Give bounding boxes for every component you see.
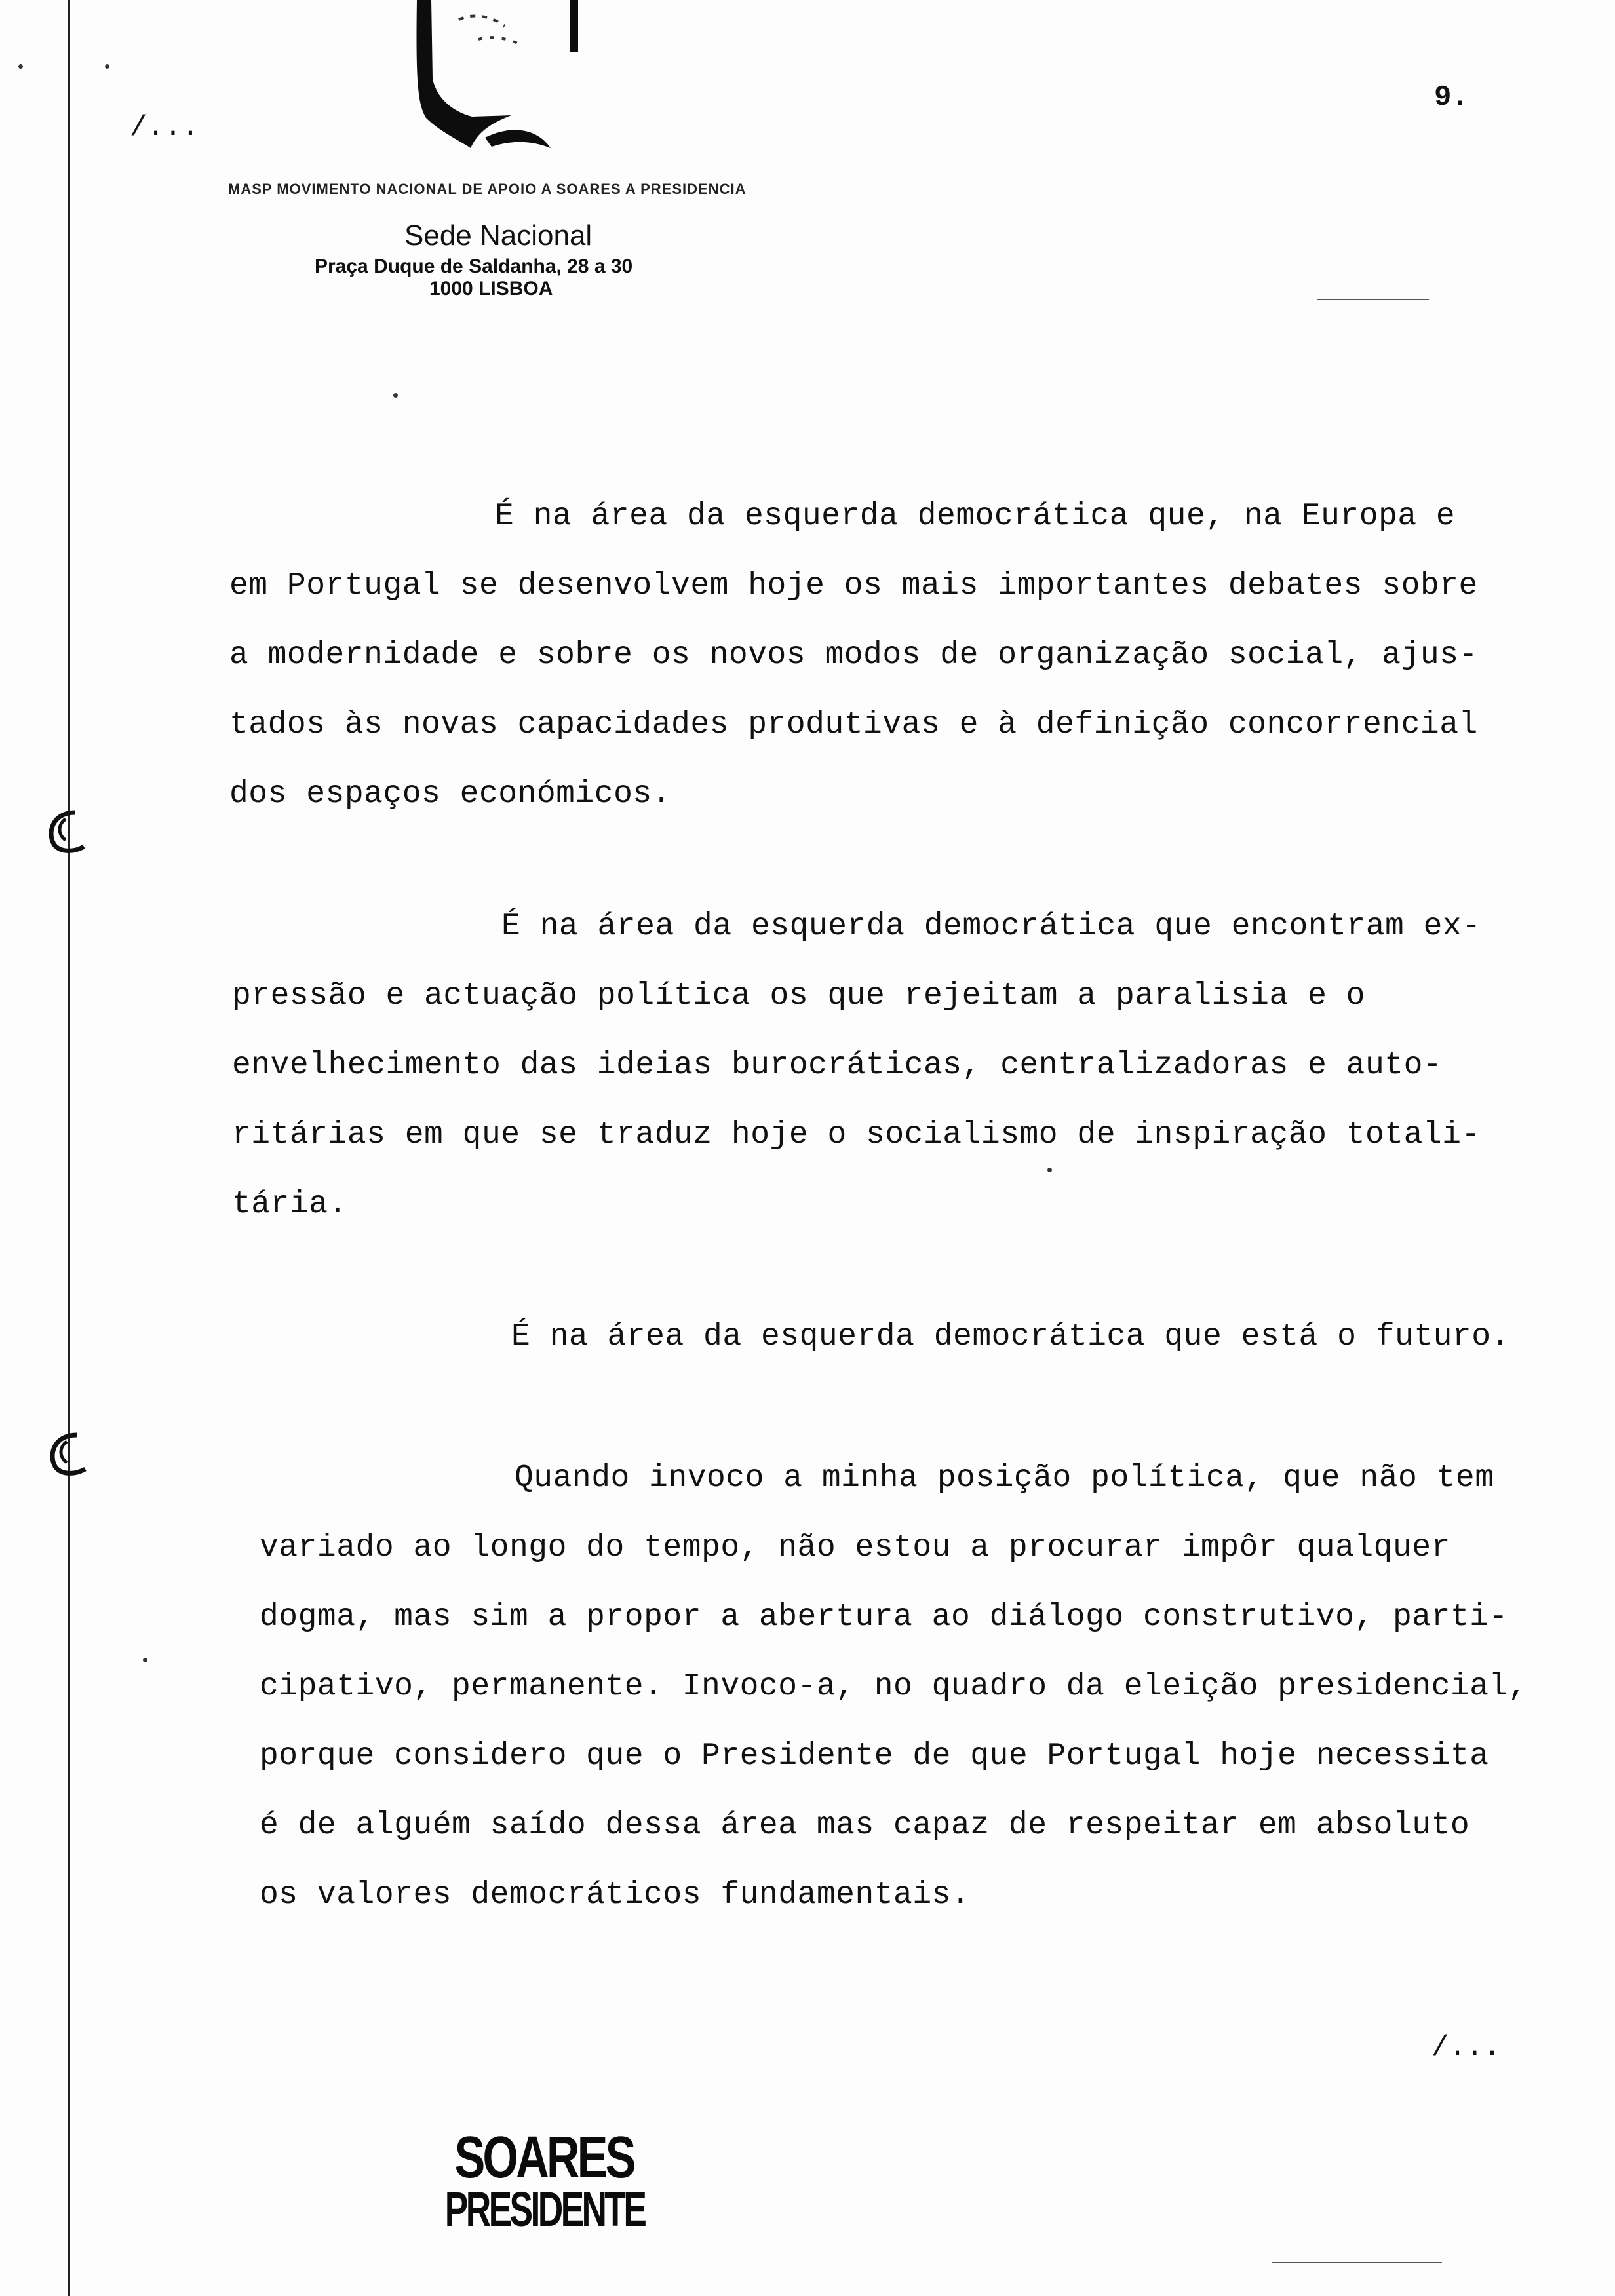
text-line: os valores democráticos fundamentais. (260, 1877, 971, 1913)
scan-speck (105, 64, 109, 69)
logo-line-soares: SOARES (454, 2125, 634, 2191)
text-line: É na área da esquerda democrática que, na Europa e (495, 499, 1456, 534)
text-line: porque considero que o Presidente de que Portugal hoje necessita (260, 1738, 1489, 1774)
continuation-mark-top: /... (130, 111, 199, 144)
text-line: cipativo, permanente. Invoco-a, no quadro da eleição presidencial, (260, 1669, 1528, 1704)
campaign-logo-graphic (413, 0, 583, 157)
text-line: a modernidade e sobre os novos modos de organização social, ajus- (229, 638, 1478, 673)
scan-dash (1317, 299, 1429, 300)
city-line: 1000 LISBOA (429, 278, 553, 299)
paragraph (236, 1302, 1547, 1371)
scan-speck (18, 64, 23, 69)
text-line: ritárias em que se traduz hoje o socialismo de inspiração totali- (232, 1117, 1481, 1153)
paragraph (229, 482, 1547, 829)
scan-edge-line (68, 0, 70, 2296)
binder-hole-mark (39, 806, 92, 858)
binder-hole-mark (41, 1428, 93, 1481)
text-line: dos espaços económicos. (229, 776, 672, 812)
text-line: É na área da esquerda democrática que está o futuro. (511, 1319, 1510, 1354)
page-number: 9. (1434, 81, 1469, 114)
text-line: dogma, mas sim a propor a abertura ao diálogo construtivo, parti- (260, 1599, 1508, 1635)
organization-name: MASP MOVIMENTO NACIONAL DE APOIO A SOARES A PRESIDENCIA (228, 181, 747, 197)
soares-presidente-logo (406, 2125, 682, 2236)
text-line: tados às novas capacidades produtivas e à definição concorrencial (229, 707, 1478, 742)
sede-label: Sede Nacional (404, 220, 593, 252)
paragraph (236, 1444, 1547, 1930)
text-line: É na área da esquerda democrática que encontram ex- (501, 909, 1481, 944)
logo-line-presidente: PRESIDENTE (444, 2182, 645, 2236)
text-line: tária. (232, 1187, 347, 1222)
text-line: envelhecimento das ideias burocráticas, centralizadoras e auto- (232, 1048, 1443, 1083)
letter-body (229, 482, 1547, 1993)
scan-dash (1272, 2262, 1442, 2263)
text-line: variado ao longo do tempo, não estou a procurar impôr qualquer (260, 1530, 1450, 1565)
paragraph (232, 892, 1547, 1239)
text-line: é de alguém saído dessa área mas capaz de respeitar em absoluto (260, 1808, 1470, 1843)
continuation-mark-bottom: /... (1431, 2031, 1501, 2064)
text-line: pressão e actuação política os que rejeitam a paralisia e o (232, 978, 1365, 1014)
text-line: em Portugal se desenvolvem hoje os mais importantes debates sobre (229, 568, 1478, 603)
scan-speck (143, 1658, 147, 1662)
address-line: Praça Duque de Saldanha, 28 a 30 (315, 256, 633, 277)
scan-speck (393, 393, 398, 398)
text-line: Quando invoco a minha posição política, que não tem (515, 1461, 1494, 1496)
